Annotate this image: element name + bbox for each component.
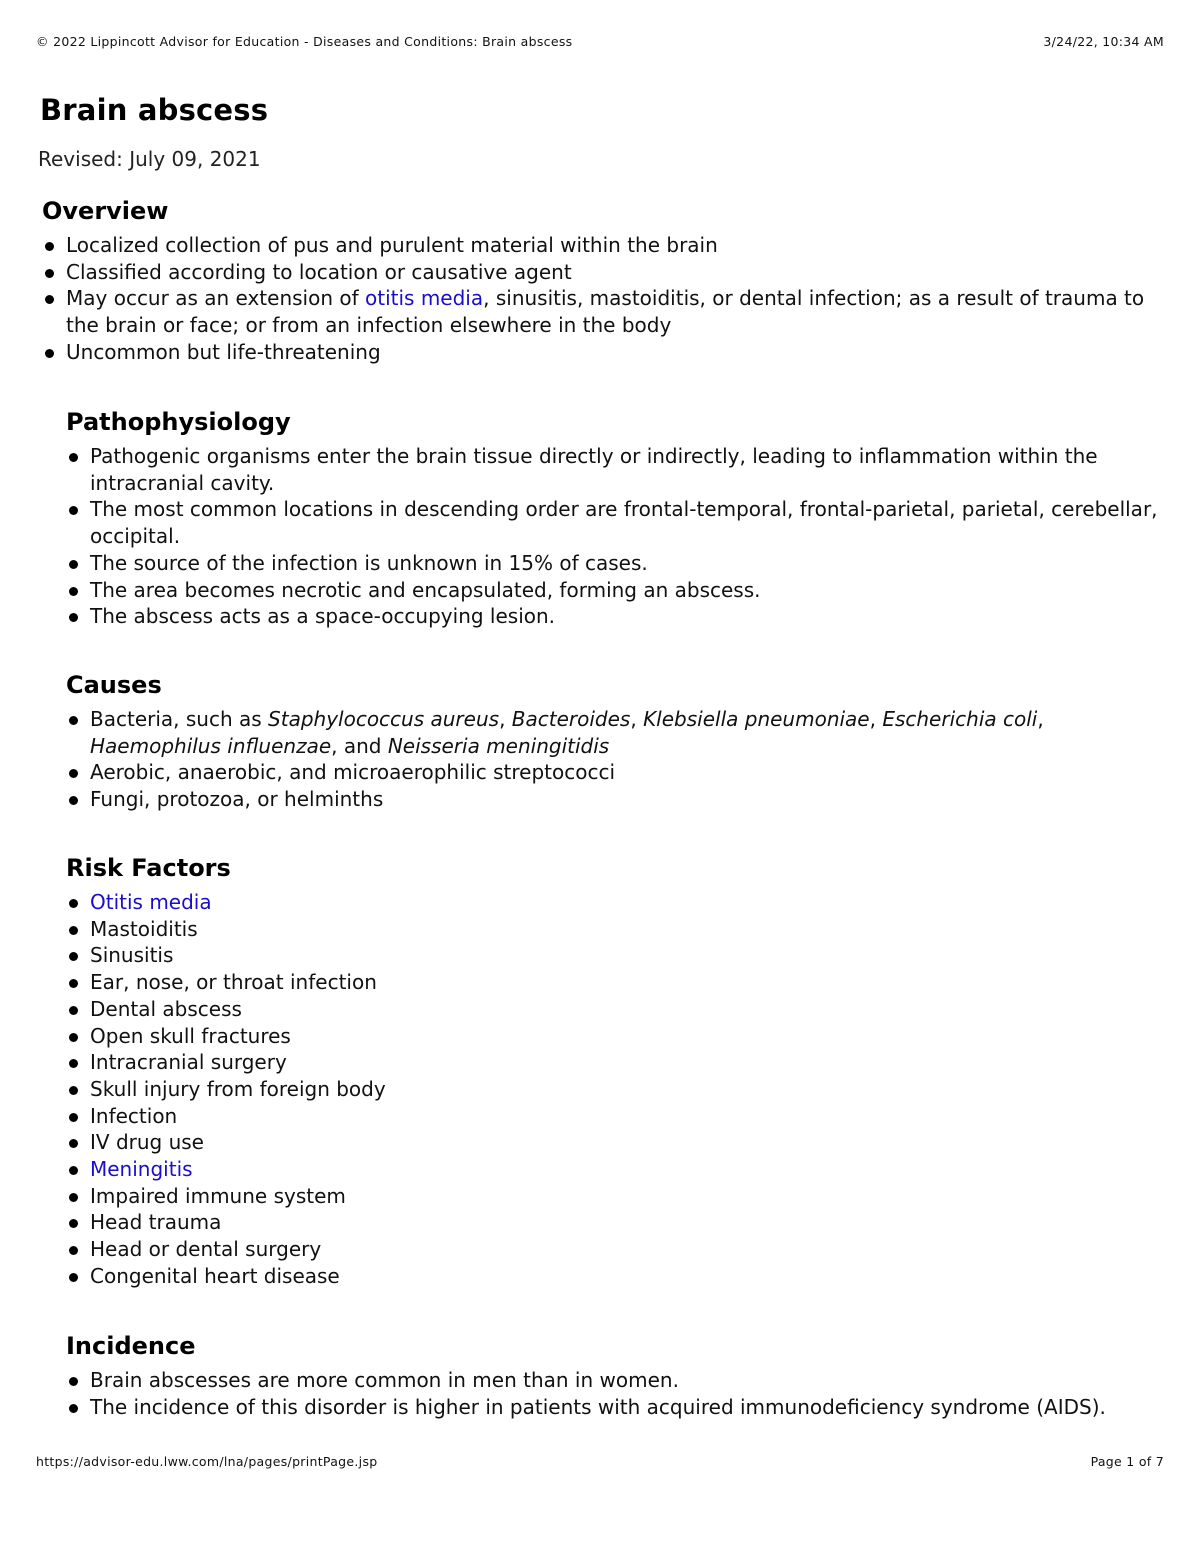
section-heading: Causes (66, 671, 162, 699)
organism: Neisseria meningitidis (387, 733, 610, 758)
item-text: Bacteria, such as (90, 707, 269, 731)
list-item (42, 285, 1162, 338)
section-heading: Incidence (66, 1332, 196, 1360)
page-title: Brain abscess (40, 93, 269, 127)
otitis-media-link[interactable]: Otitis media (90, 890, 212, 914)
section-heading: Overview (42, 197, 169, 225)
list-item: The area becomes necrotic and encapsulated, forming an abscess. (66, 577, 1166, 604)
list-item: Aerobic, anaerobic, and microaerophilic streptococci (66, 759, 1166, 786)
incidence-list (66, 1367, 1166, 1420)
section-incidence (66, 1331, 1166, 1420)
list-item: Brain abscesses are more common in men than in women. (66, 1367, 1166, 1394)
section-heading: Risk Factors (66, 854, 231, 882)
list-item: The source of the infection is unknown in 15% of cases. (66, 550, 1166, 577)
section-risk-factors (66, 853, 1166, 1290)
list-item: Bacteria, such as Staphylococcus aureus, Bacteroides, Klebsiella pneumoniae, Escherichia coli, Haemophilus influenzae, and Neisseria meningitidis (66, 706, 1166, 759)
list-item: The most common locations in descending order are frontal-temporal, frontal-parietal, parietal, cerebellar, occipital. (66, 496, 1166, 549)
list-item: Head or dental surgery (66, 1236, 1166, 1263)
organism: Klebsiella pneumoniae (643, 707, 870, 731)
overview-list (42, 232, 1162, 366)
organism: Staphylococcus aureus (268, 707, 500, 731)
page-number: Page 1 of 7 (1090, 1454, 1164, 1469)
organism: Escherichia coli (882, 707, 1038, 731)
meningitis-link[interactable]: Meningitis (90, 1157, 193, 1182)
list-item: Ear, nose, or throat infection (66, 969, 1166, 996)
print-header-datetime: 3/24/22, 10:34 AM (1043, 34, 1164, 49)
list-item: IV drug use (66, 1129, 1166, 1156)
list-item: Pathogenic organisms enter the brain tissue directly or indirectly, leading to inflammation within the intracranial cavity. (66, 443, 1166, 496)
list-item: Localized collection of pus and purulent material within the brain (42, 232, 1162, 259)
print-footer-url[interactable]: https://advisor-edu.lww.com/lna/pages/printPage.jsp (36, 1454, 378, 1469)
revised-date: Revised: July 09, 2021 (38, 147, 261, 171)
item-text: , sinusitis, mastoiditis, or dental infection; as a result of trauma to the brain or face; or from an infection elsewhere in the body (66, 286, 1145, 338)
list-item: Uncommon but life-threatening (42, 339, 1162, 366)
list-item: Intracranial surgery (66, 1049, 1166, 1076)
list-item: Dental abscess (66, 996, 1166, 1023)
list-item (66, 889, 1166, 916)
otitis-media-link[interactable]: otitis media (365, 286, 484, 311)
list-item: Fungi, protozoa, or helminths (66, 786, 1166, 813)
list-item: The abscess acts as a space-occupying lesion. (66, 603, 1166, 630)
item-text: May occur as an extension of (66, 286, 366, 311)
list-item: Skull injury from foreign body (66, 1076, 1166, 1103)
list-item: Congenital heart disease (66, 1263, 1166, 1290)
list-item: Impaired immune system (66, 1183, 1166, 1210)
list-item: The incidence of this disorder is higher in patients with acquired immunodeficiency syndrome (AIDS). (66, 1394, 1166, 1421)
section-causes (66, 670, 1166, 813)
list-item: Head trauma (66, 1209, 1166, 1236)
item-text: , and (331, 733, 388, 758)
risk-factors-list (66, 889, 1166, 1290)
list-item: Infection (66, 1103, 1166, 1130)
causes-list (66, 706, 1166, 813)
organism: Haemophilus influenzae (90, 733, 332, 758)
section-heading: Pathophysiology (66, 408, 291, 436)
list-item: Mastoiditis (66, 916, 1166, 943)
section-overview (42, 196, 1162, 366)
print-header-title: © 2022 Lippincott Advisor for Education - Diseases and Conditions: Brain abscess (36, 34, 573, 49)
list-item (66, 1156, 1166, 1183)
list-item: Sinusitis (66, 942, 1166, 969)
organism: Bacteroides (511, 707, 631, 731)
list-item: Open skull fractures (66, 1023, 1166, 1050)
section-pathophysiology (66, 407, 1166, 630)
list-item: Classified according to location or causative agent (42, 259, 1162, 286)
pathophysiology-list (66, 443, 1166, 630)
